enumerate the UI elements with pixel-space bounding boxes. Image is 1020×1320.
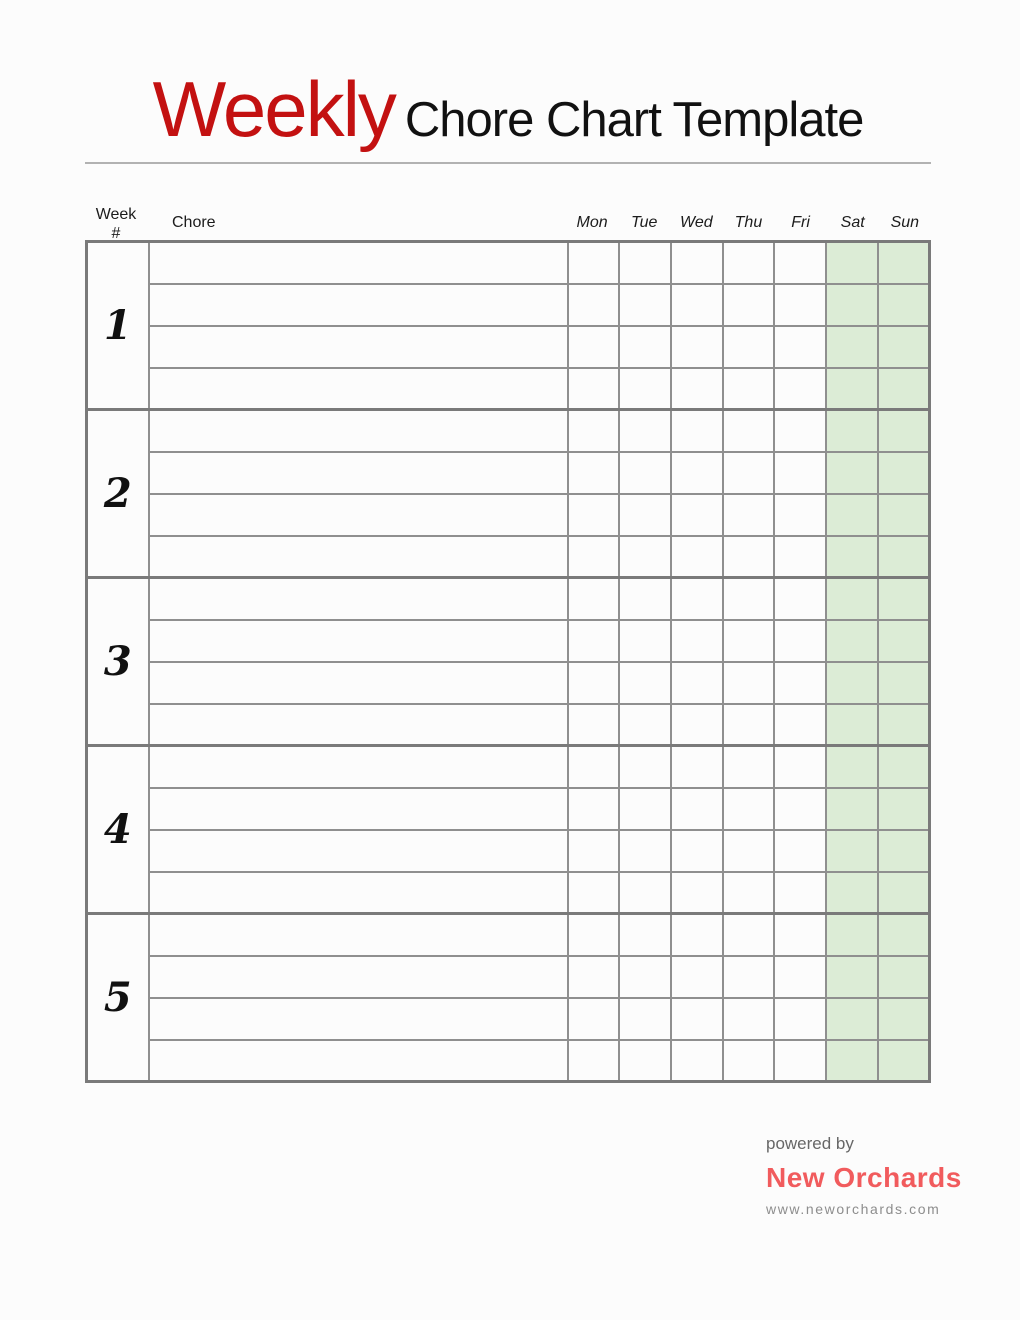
day-cell-tue: [619, 326, 671, 368]
table-row: [87, 662, 930, 704]
day-cell-thu: [723, 746, 775, 788]
chore-cell: [149, 368, 568, 410]
day-cell-fri: [774, 452, 826, 494]
day-cell-fri: [774, 326, 826, 368]
day-cell-sun: [878, 956, 930, 998]
chore-cell: [149, 326, 568, 368]
week-block-5: [87, 914, 930, 1082]
day-cell-tue: [619, 746, 671, 788]
day-cell-wed: [671, 872, 723, 914]
week-number-cell: 1: [87, 242, 149, 410]
week-number-cell: 2: [87, 410, 149, 578]
day-cell-thu: [723, 998, 775, 1040]
day-cell-tue: [619, 872, 671, 914]
day-cell-sat: [826, 410, 878, 452]
table-row: [87, 326, 930, 368]
title-divider: [85, 162, 931, 164]
table-row: [87, 872, 930, 914]
day-cell-fri: [774, 788, 826, 830]
day-cell-wed: [671, 578, 723, 620]
day-cell-mon: [568, 368, 620, 410]
day-cell-mon: [568, 494, 620, 536]
day-cell-thu: [723, 1040, 775, 1082]
day-cell-thu: [723, 704, 775, 746]
table-row: [87, 998, 930, 1040]
day-cell-thu: [723, 830, 775, 872]
day-cell-sun: [878, 368, 930, 410]
table-row: [87, 746, 930, 788]
day-cell-wed: [671, 830, 723, 872]
table-row: [87, 704, 930, 746]
day-cell-tue: [619, 914, 671, 956]
day-cell-wed: [671, 662, 723, 704]
day-cell-sat: [826, 1040, 878, 1082]
day-cell-sat: [826, 326, 878, 368]
day-cell-wed: [671, 326, 723, 368]
day-column-header-thu: Thu: [734, 214, 763, 231]
day-cell-wed: [671, 494, 723, 536]
day-cell-mon: [568, 830, 620, 872]
day-cell-tue: [619, 536, 671, 578]
day-cell-wed: [671, 956, 723, 998]
day-cell-sat: [826, 536, 878, 578]
day-cell-mon: [568, 746, 620, 788]
day-cell-sun: [878, 242, 930, 284]
table-row: [87, 620, 930, 662]
powered-by-label: powered by: [766, 1134, 854, 1153]
day-column-header-wed: Wed: [680, 214, 713, 231]
day-cell-mon: [568, 704, 620, 746]
table-row: [87, 914, 930, 956]
day-cell-sun: [878, 578, 930, 620]
day-cell-sun: [878, 704, 930, 746]
day-cell-fri: [774, 746, 826, 788]
table-row: [87, 410, 930, 452]
chore-cell: [149, 704, 568, 746]
day-cell-mon: [568, 1040, 620, 1082]
day-cell-sat: [826, 578, 878, 620]
table-row: [87, 368, 930, 410]
day-cell-wed: [671, 914, 723, 956]
day-cell-thu: [723, 494, 775, 536]
table-row: [87, 536, 930, 578]
day-cell-mon: [568, 914, 620, 956]
day-cell-sun: [878, 284, 930, 326]
day-cell-tue: [619, 284, 671, 326]
day-cell-tue: [619, 662, 671, 704]
day-cell-wed: [671, 998, 723, 1040]
day-cell-sun: [878, 662, 930, 704]
day-cell-sat: [826, 914, 878, 956]
day-cell-mon: [568, 620, 620, 662]
day-cell-thu: [723, 620, 775, 662]
week-number-cell: 3: [87, 578, 149, 746]
table-row: [87, 956, 930, 998]
day-cell-sat: [826, 872, 878, 914]
table-row: [87, 1040, 930, 1082]
day-cell-mon: [568, 284, 620, 326]
chore-cell: [149, 662, 568, 704]
day-cell-tue: [619, 704, 671, 746]
day-cell-wed: [671, 620, 723, 662]
day-cell-thu: [723, 914, 775, 956]
week-block-2: [87, 410, 930, 578]
day-cell-sat: [826, 830, 878, 872]
day-cell-fri: [774, 830, 826, 872]
day-cell-sat: [826, 998, 878, 1040]
day-cell-wed: [671, 536, 723, 578]
brand-name: New Orchards: [766, 1162, 962, 1193]
day-cell-fri: [774, 410, 826, 452]
day-cell-thu: [723, 284, 775, 326]
week-column-header-line1: Week: [95, 206, 137, 224]
table-row: [87, 830, 930, 872]
day-cell-mon: [568, 326, 620, 368]
chore-column-header: Chore: [172, 214, 216, 231]
day-cell-sat: [826, 284, 878, 326]
day-cell-fri: [774, 536, 826, 578]
chore-cell: [149, 452, 568, 494]
day-cell-tue: [619, 368, 671, 410]
day-cell-thu: [723, 872, 775, 914]
table-row: [87, 242, 930, 284]
footer: [766, 1134, 962, 1217]
day-cell-mon: [568, 410, 620, 452]
day-cell-sat: [826, 368, 878, 410]
chore-cell: [149, 914, 568, 956]
day-cell-sun: [878, 872, 930, 914]
day-cell-sun: [878, 410, 930, 452]
page-title: [85, 65, 931, 153]
day-cell-sun: [878, 830, 930, 872]
day-cell-sat: [826, 662, 878, 704]
day-cell-sun: [878, 788, 930, 830]
day-cell-fri: [774, 494, 826, 536]
day-cell-fri: [774, 578, 826, 620]
day-column-header-fri: Fri: [791, 214, 810, 231]
day-cell-thu: [723, 326, 775, 368]
day-cell-wed: [671, 368, 723, 410]
website-link[interactable]: www.neworchards.com: [766, 1201, 941, 1217]
day-cell-sat: [826, 956, 878, 998]
day-cell-sat: [826, 746, 878, 788]
table-row: [87, 284, 930, 326]
day-cell-fri: [774, 998, 826, 1040]
day-cell-fri: [774, 242, 826, 284]
chore-cell: [149, 620, 568, 662]
day-cell-fri: [774, 1040, 826, 1082]
day-cell-sun: [878, 452, 930, 494]
chore-cell: [149, 578, 568, 620]
day-column-header-mon: Mon: [576, 214, 608, 231]
day-cell-fri: [774, 284, 826, 326]
chore-cell: [149, 956, 568, 998]
table-row: [87, 452, 930, 494]
day-cell-thu: [723, 536, 775, 578]
day-cell-mon: [568, 578, 620, 620]
day-cell-wed: [671, 1040, 723, 1082]
day-cell-mon: [568, 452, 620, 494]
day-cell-sun: [878, 746, 930, 788]
day-cell-sun: [878, 326, 930, 368]
chore-cell: [149, 788, 568, 830]
day-cell-sat: [826, 788, 878, 830]
chore-cell: [149, 872, 568, 914]
day-cell-fri: [774, 956, 826, 998]
week-block-3: [87, 578, 930, 746]
day-cell-thu: [723, 452, 775, 494]
day-cell-tue: [619, 830, 671, 872]
day-cell-sun: [878, 1040, 930, 1082]
day-cell-tue: [619, 452, 671, 494]
week-column-header: [85, 206, 147, 243]
day-cell-mon: [568, 998, 620, 1040]
day-cell-tue: [619, 956, 671, 998]
table-header-row: [85, 190, 931, 242]
page-title-rest: Chore Chart Template: [404, 93, 864, 147]
day-cell-tue: [619, 494, 671, 536]
day-cell-fri: [774, 914, 826, 956]
day-cell-tue: [619, 242, 671, 284]
day-cell-wed: [671, 704, 723, 746]
chore-cell: [149, 1040, 568, 1082]
day-cell-thu: [723, 662, 775, 704]
day-cell-mon: [568, 872, 620, 914]
day-cell-mon: [568, 662, 620, 704]
table-row: [87, 494, 930, 536]
day-cell-sun: [878, 536, 930, 578]
day-cell-sat: [826, 242, 878, 284]
day-cell-mon: [568, 788, 620, 830]
day-cell-thu: [723, 578, 775, 620]
chore-cell: [149, 830, 568, 872]
day-cell-wed: [671, 452, 723, 494]
day-cell-wed: [671, 746, 723, 788]
chore-cell: [149, 494, 568, 536]
day-cell-mon: [568, 956, 620, 998]
chore-cell: [149, 410, 568, 452]
day-cell-fri: [774, 704, 826, 746]
day-cell-sat: [826, 494, 878, 536]
day-cell-tue: [619, 998, 671, 1040]
week-number-cell: 5: [87, 914, 149, 1082]
day-cell-sat: [826, 452, 878, 494]
day-cell-wed: [671, 788, 723, 830]
day-cell-sat: [826, 704, 878, 746]
chore-cell: [149, 242, 568, 284]
day-cell-thu: [723, 956, 775, 998]
chore-chart-table: [85, 240, 931, 1083]
day-cell-fri: [774, 872, 826, 914]
day-cell-sun: [878, 494, 930, 536]
day-cell-thu: [723, 368, 775, 410]
day-cell-thu: [723, 410, 775, 452]
week-column-header-line2: #: [111, 224, 121, 242]
table-row: [87, 578, 930, 620]
chore-cell: [149, 746, 568, 788]
day-cell-fri: [774, 368, 826, 410]
table-row: [87, 788, 930, 830]
day-cell-tue: [619, 620, 671, 662]
day-cell-mon: [568, 536, 620, 578]
week-block-4: [87, 746, 930, 914]
week-block-1: [87, 242, 930, 410]
day-column-header-sat: Sat: [840, 214, 865, 231]
day-cell-tue: [619, 1040, 671, 1082]
page-title-accent: Weekly: [152, 65, 395, 153]
chore-cell: [149, 998, 568, 1040]
day-cell-sat: [826, 620, 878, 662]
day-column-header-tue: Tue: [630, 214, 658, 231]
day-cell-fri: [774, 662, 826, 704]
day-cell-tue: [619, 410, 671, 452]
day-cell-wed: [671, 410, 723, 452]
day-cell-tue: [619, 578, 671, 620]
day-cell-wed: [671, 284, 723, 326]
day-column-header-sun: Sun: [890, 214, 920, 231]
chore-cell: [149, 536, 568, 578]
chore-cell: [149, 284, 568, 326]
week-number-cell: 4: [87, 746, 149, 914]
day-cell-mon: [568, 242, 620, 284]
day-cell-thu: [723, 788, 775, 830]
day-cell-thu: [723, 242, 775, 284]
day-cell-sun: [878, 998, 930, 1040]
day-cell-wed: [671, 242, 723, 284]
day-cell-tue: [619, 788, 671, 830]
day-cell-fri: [774, 620, 826, 662]
day-cell-sun: [878, 620, 930, 662]
day-cell-sun: [878, 914, 930, 956]
